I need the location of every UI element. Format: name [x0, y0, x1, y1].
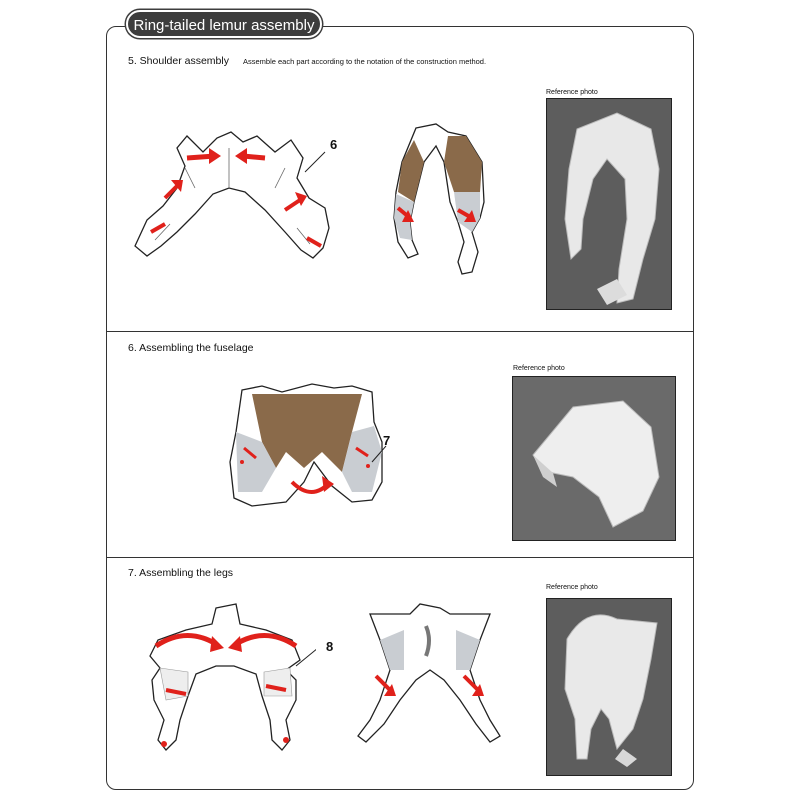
reference-photo-shoulder: [546, 98, 672, 310]
arm-model-photo-image: [547, 99, 672, 310]
section-heading-shoulder: 5. Shoulder assembly: [128, 55, 229, 67]
section-heading-fuselage: 6. Assembling the fuselage: [128, 342, 254, 354]
section-divider: [107, 557, 693, 558]
legs-assembled-diagram: [340, 600, 520, 750]
part-number-8: 8: [326, 639, 334, 654]
leg-parts-diagram: [136, 600, 316, 755]
section-divider: [107, 331, 693, 332]
part-number-6: 6: [330, 137, 338, 152]
section-instruction: Assemble each part according to the notation of the construction method.: [243, 57, 487, 66]
page-title: Ring-tailed lemur assembly: [126, 10, 322, 38]
fuselage-model-photo-image: [513, 377, 676, 541]
reference-photo-fuselage: [512, 376, 676, 541]
section-heading-legs: 7. Assembling the legs: [128, 567, 234, 579]
reference-photo-caption: Reference photo: [546, 89, 598, 96]
reference-photo-caption: Reference photo: [546, 584, 598, 591]
reference-photo-legs: [546, 598, 672, 776]
part-number-7: 7: [383, 433, 391, 448]
reference-photo-caption: Reference photo: [513, 365, 565, 372]
legs-model-photo-image: [547, 599, 672, 776]
shoulder-parts-diagram: [125, 128, 340, 268]
fuselage-part-diagram: [222, 382, 392, 512]
arms-assembled-diagram: [388, 122, 498, 280]
